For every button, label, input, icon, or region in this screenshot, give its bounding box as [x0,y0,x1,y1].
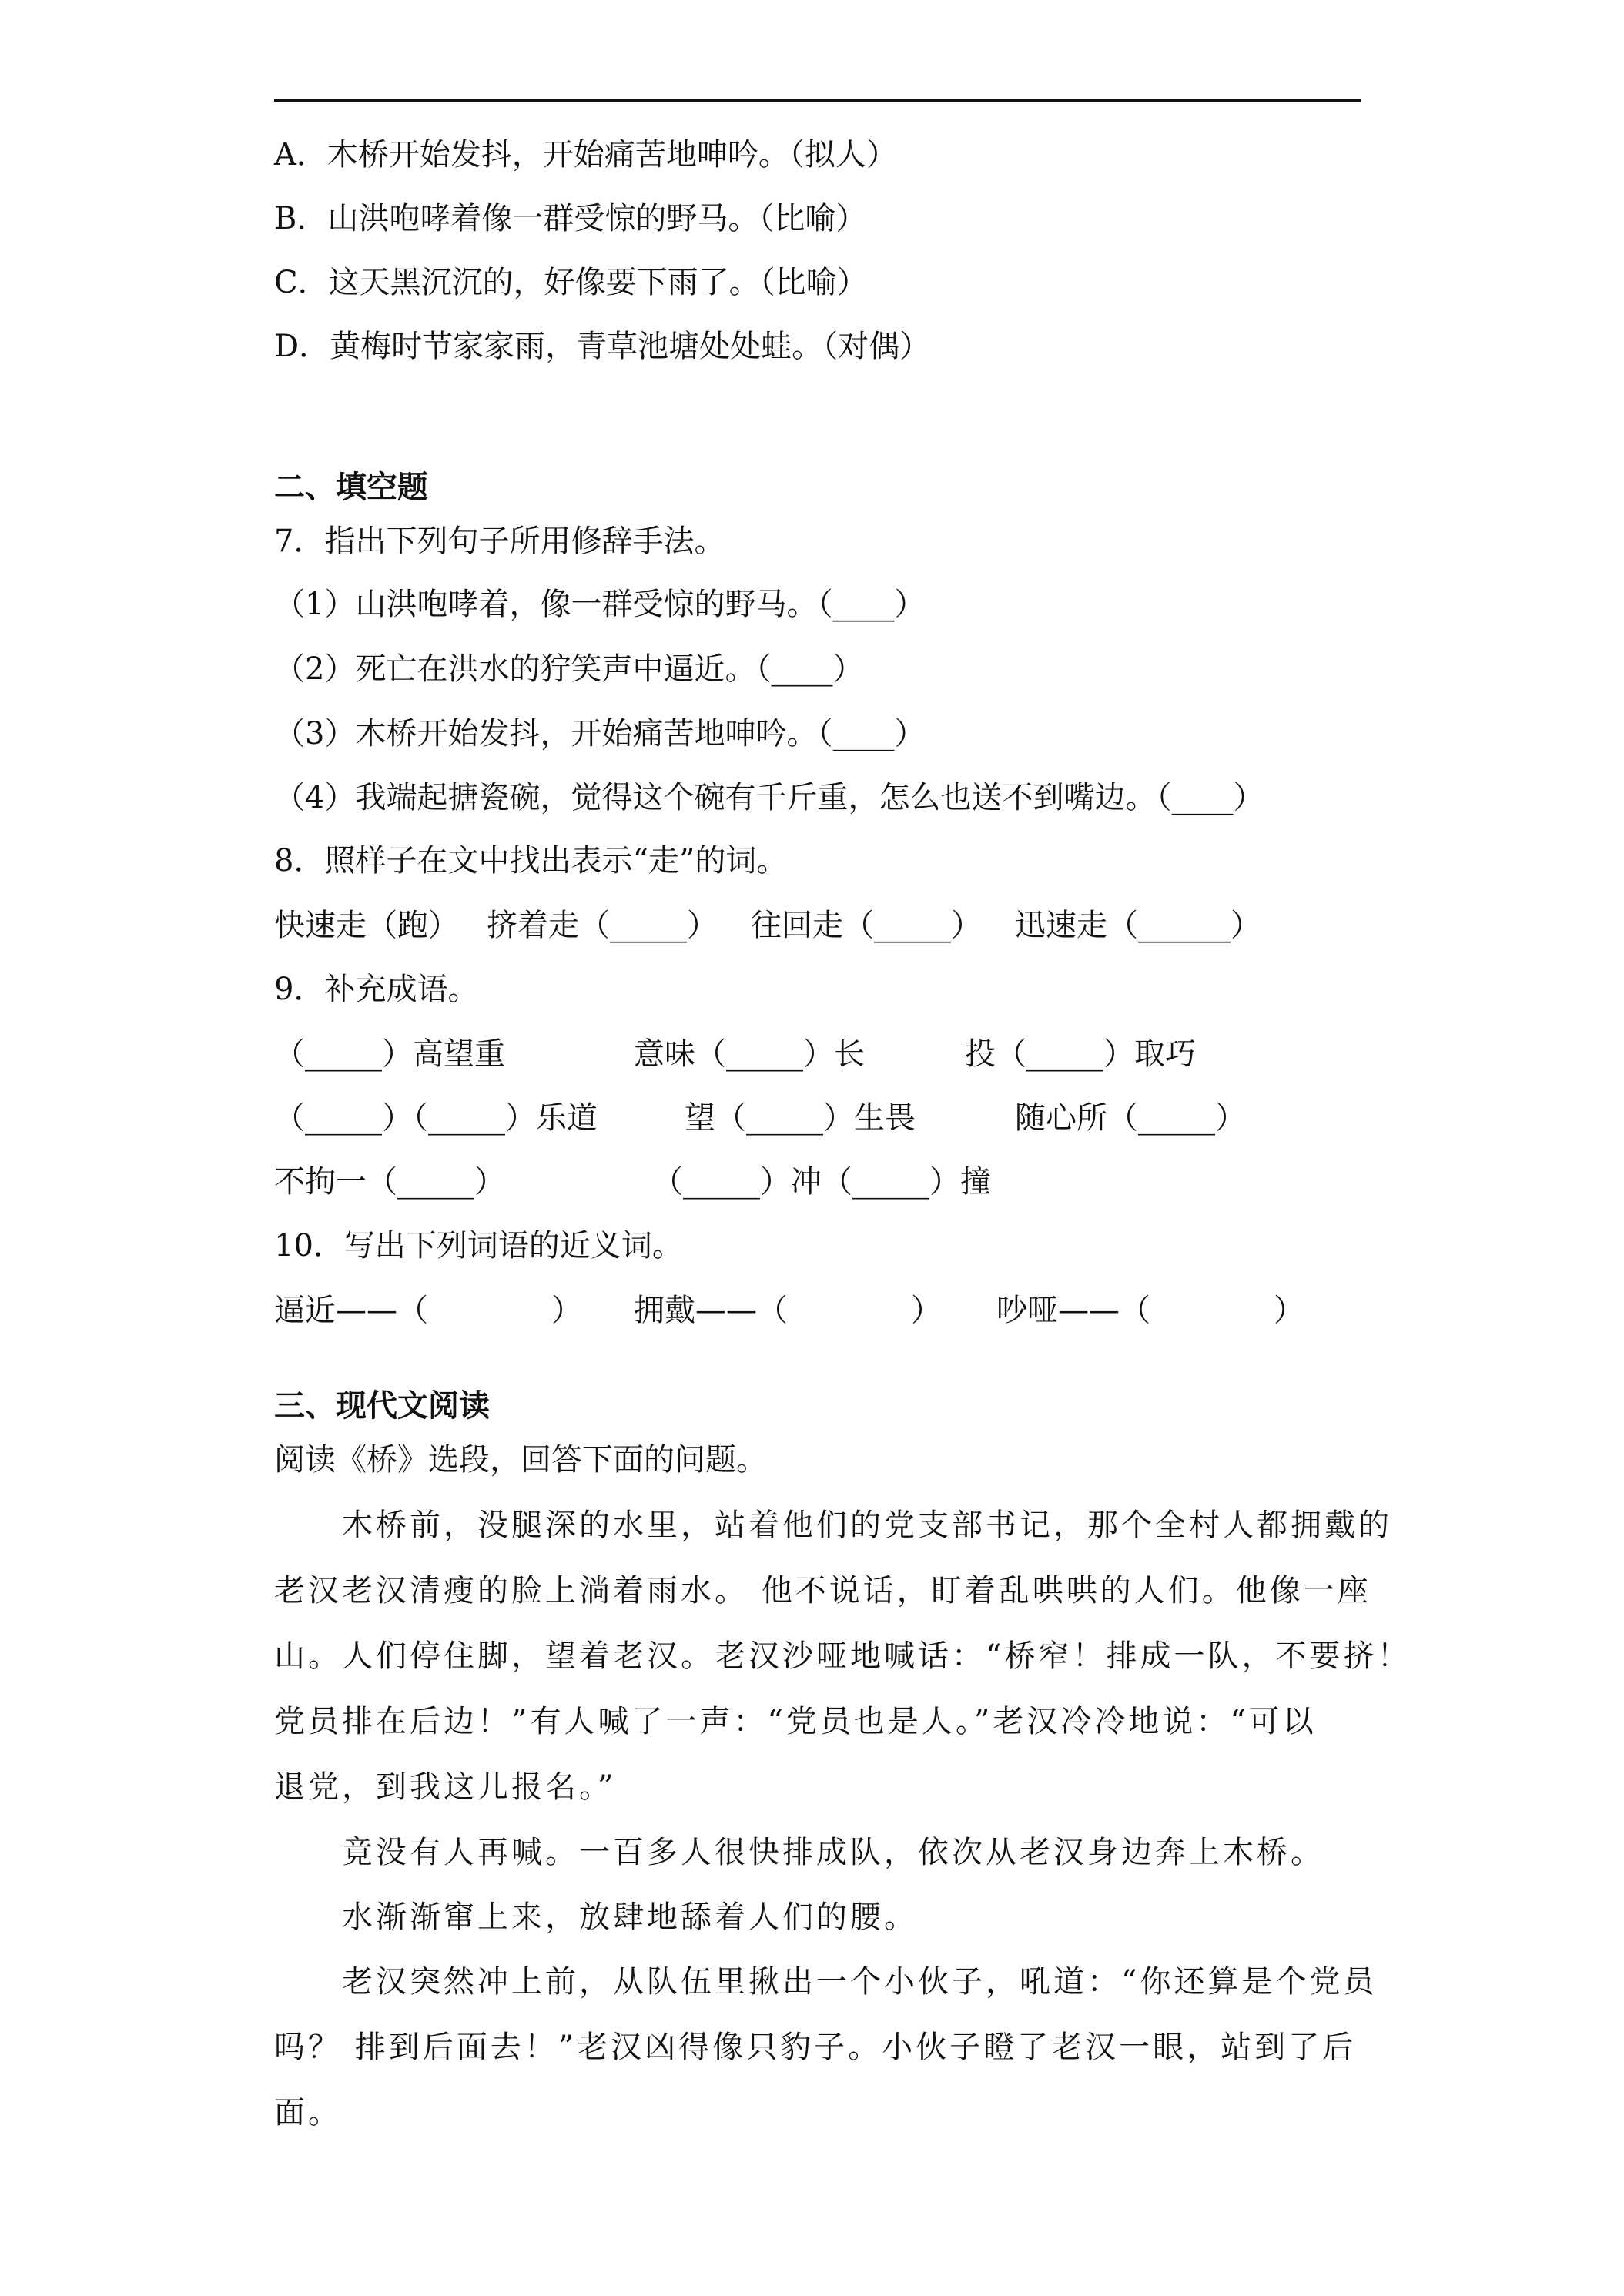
question-7-item-1: （1）山洪咆哮着，像一群受惊的野马。（____） [274,587,926,622]
question-9-prompt: 9．补充成语。 [274,972,479,1007]
synonym-2: 拥戴——（ ） [634,1293,942,1328]
section-title-reading: 三、现代文阅读 [274,1387,490,1424]
passage-line: 木桥前，没腿深的水里，站着他们的党支部书记，那个全村人都拥戴的 [274,1508,1392,1543]
idiom-8: （_____）冲（_____）撞 [652,1164,991,1200]
reading-intro: 阅读《桥》选段，回答下面的问题。 [274,1442,767,1478]
idiom-4: （_____）（_____）乐道 [274,1100,598,1136]
question-8-example: 快速走（跑） [274,908,459,943]
passage-line: 山。人们停住脚，望着老汉。老汉沙哑地喊话：“桥窄！排成一队，不要挤！ [274,1638,1411,1674]
header-rule [274,99,1361,102]
question-7-prompt: 7．指出下列句子所用修辞手法。 [274,524,725,559]
question-8-blank-2: 往回走（_____） [751,908,982,943]
question-10-prompt: 10．写出下列词语的近义词。 [274,1228,683,1263]
question-8-blank-1: 挤着走（_____） [487,908,718,943]
passage-line: 老汉老汉清瘦的脸上淌着雨水。 他不说话，盯着乱哄哄的人们。他像一座 [274,1573,1371,1608]
idiom-3: 投（_____）取巧 [965,1036,1196,1072]
choice-a: A．木桥开始发抖，开始痛苦地呻吟。（拟人） [274,137,897,172]
choice-b: B．山洪咆哮着像一群受惊的野马。（比喻） [274,201,867,236]
section-title-fill-blank: 二、填空题 [274,469,428,505]
passage-line: 水渐渐窜上来，放肆地舔着人们的腰。 [274,1899,918,1935]
synonym-1: 逼近——（ ） [274,1293,582,1328]
passage-line: 吗？ 排到后面去！”老汉凶得像只豹子。小伙子瞪了老汉一眼，站到了后 [274,2030,1357,2065]
idiom-7: 不拘一（_____） [274,1164,505,1200]
question-7-item-3: （3）木桥开始发抖，开始痛苦地呻吟。（____） [274,716,926,751]
question-7-item-4: （4）我端起搪瓷碗，觉得这个碗有千斤重，怎么也送不到嘴边。（____） [274,780,1264,815]
question-8-prompt: 8．照样子在文中找出表示“走”的词。 [274,843,788,879]
passage-line: 党员排在后边！”有人喊了一声：“党员也是人。”老汉冷冷地说：“可以 [274,1704,1317,1739]
idiom-6: 随心所（_____） [1015,1100,1246,1136]
question-7-item-2: （2）死亡在洪水的狞笑声中逼近。（____） [274,651,864,687]
idiom-2: 意味（_____）长 [634,1036,865,1072]
passage-line: 面。 [274,2095,342,2130]
idiom-1: （_____）高望重 [274,1036,505,1072]
synonym-3: 吵哑——（ ） [996,1293,1304,1328]
passage-line: 老汉突然冲上前，从队伍里揪出一个小伙子，吼道：“你还算是个党员 [274,1964,1378,2000]
passage-line: 退党，到我这儿报名。” [274,1769,617,1805]
question-8-blank-3: 迅速走（______） [1015,908,1261,943]
idiom-5: 望（_____）生畏 [685,1100,916,1136]
choice-c: C．这天黑沉沉的，好像要下雨了。（比喻） [274,265,868,300]
passage-line: 竟没有人再喊。一百多人很快排成队，依次从老汉身边奔上木桥。 [274,1835,1324,1870]
choice-d: D．黄梅时节家家雨，青草池塘处处蛙。（对偶） [274,329,931,364]
